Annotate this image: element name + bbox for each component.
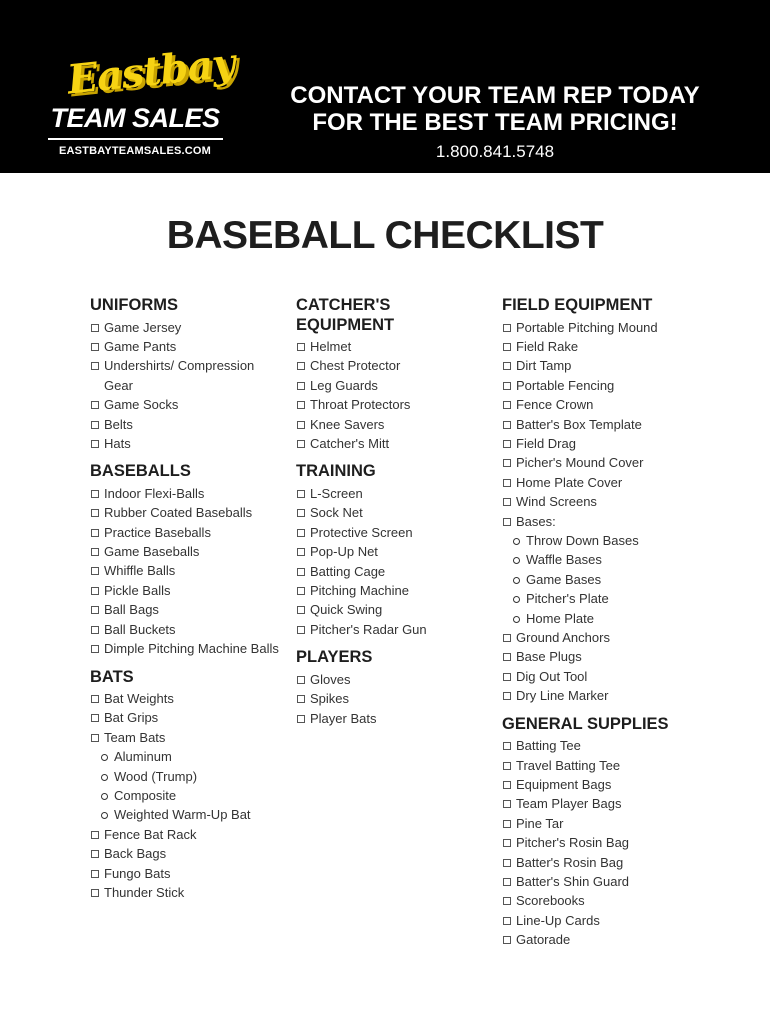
checkbox[interactable] [297,440,305,448]
section-heading: GENERAL SUPPLIES [502,714,669,733]
checklist-item [502,833,742,852]
checkbox[interactable] [503,440,511,448]
item-label: Equipment Bags [516,776,612,792]
checkbox[interactable] [91,734,99,742]
checkbox[interactable] [503,859,511,867]
checklist-column-2 [296,296,486,737]
item-label: Travel Batting Tee [516,757,621,773]
checkbox[interactable] [503,897,511,905]
checklist-item [296,337,486,356]
checkbox[interactable] [503,781,511,789]
item-label: Game Baseballs [104,544,200,560]
section-heading: FIELD EQUIPMENT [502,296,653,314]
section-bats [90,668,280,903]
checkbox[interactable] [297,509,305,517]
checkbox[interactable] [503,382,511,390]
checkbox[interactable] [91,695,99,703]
checkbox[interactable] [297,343,305,351]
checklist-item [90,356,280,395]
checklist-subitem [90,747,280,766]
item-label: Thunder Stick [104,885,185,901]
item-label: Fungo Bats [104,865,171,881]
checkbox[interactable] [91,714,99,722]
item-label: Game Socks [104,397,179,413]
item-label: Home Plate [526,610,594,626]
checkbox[interactable] [503,673,511,681]
checklist-item [502,395,742,414]
item-label: Sock Net [310,505,363,521]
checkbox[interactable] [297,401,305,409]
checkbox[interactable] [91,440,99,448]
checklist-item [296,581,486,600]
checklist-item [90,639,280,658]
checklist-item [90,620,280,639]
website-url[interactable]: EASTBAYTEAMSALES.COM [58,145,212,157]
item-label: Rubber Coated Baseballs [104,505,253,521]
checklist-item [90,728,280,747]
item-label: Gloves [310,671,351,687]
checklist-item [502,473,742,492]
item-label: Team Player Bags [516,796,622,812]
item-label: Ball Buckets [104,621,176,637]
item-label: Game Bases [526,571,602,587]
item-label: Portable Fencing [516,377,615,393]
checklist-item [502,814,742,833]
checkbox[interactable] [503,917,511,925]
item-label: Game Jersey [104,319,182,335]
checklist-item [296,620,486,639]
section-heading: CATCHER'S EQUIPMENT [296,296,395,334]
checkbox[interactable] [91,567,99,575]
checklist-item [296,670,486,689]
checkbox[interactable] [503,762,511,770]
item-label: Fence Bat Rack [104,826,197,842]
checklist-item [502,647,742,666]
checkbox[interactable] [503,800,511,808]
checkbox[interactable] [503,362,511,370]
checklist-item [90,864,280,883]
checkbox[interactable] [297,421,305,429]
item-label: Wind Screens [516,494,597,510]
section-heading: PLAYERS [296,648,373,667]
checkbox[interactable] [297,529,305,537]
contact-line-2: FOR THE BEST TEAM PRICING! [312,109,678,136]
circle-bullet-icon [513,616,520,623]
circle-bullet-icon [101,793,108,800]
checklist-item [502,434,742,453]
checklist-item [90,542,280,561]
item-label: Batting Cage [310,563,386,579]
checkbox[interactable] [503,479,511,487]
checklist-item [296,542,486,561]
item-label: Portable Pitching Mound [516,319,658,335]
item-label: Field Rake [516,338,579,354]
checkbox[interactable] [503,343,511,351]
checkbox[interactable] [91,490,99,498]
checklist-item [502,686,742,705]
checklist-item [502,794,742,813]
item-label: Dry Line Marker [516,688,609,704]
circle-bullet-icon [513,557,520,564]
section-players [296,648,486,728]
checklist-item [296,415,486,434]
checkbox[interactable] [297,548,305,556]
section-uniforms [90,296,280,453]
page-title: BASEBALL CHECKLIST [166,214,604,257]
checklist-item [90,503,280,522]
item-label: Bat Weights [104,691,174,706]
checkbox[interactable] [91,831,99,839]
checklist-subitem [90,805,280,824]
checklist-column-3 [502,296,742,959]
item-label: Practice Baseballs [104,524,211,540]
checkbox[interactable] [297,587,305,595]
checkbox[interactable] [297,490,305,498]
circle-bullet-icon [101,754,108,761]
checkbox[interactable] [503,692,511,700]
logo: Eastbay [65,39,237,104]
item-label: Catcher's Mitt [310,436,390,452]
checkbox[interactable] [91,626,99,634]
checkbox[interactable] [503,459,511,467]
checkbox[interactable] [503,324,511,332]
item-label: Belts [104,416,133,432]
item-label: Whiffle Balls [104,563,176,579]
checklist-item [502,415,742,434]
checklist-item [90,600,280,619]
item-label: Picher's Mound Cover [516,455,644,471]
item-label: Indoor Flexi-Balls [104,485,205,501]
item-label: Batter's Shin Guard [516,873,630,889]
checklist-item [296,484,486,503]
checklist-item [502,492,742,511]
section-field-equipment [502,296,742,706]
checklist-item [502,356,742,375]
checkbox[interactable] [297,606,305,614]
checkbox[interactable] [297,362,305,370]
circle-bullet-icon [101,774,108,781]
item-label: Line-Up Cards [516,912,600,928]
item-label: Pitcher's Rosin Bag [516,835,630,851]
checklist-item [296,562,486,581]
checklist-item [90,844,280,863]
item-label: Team Bats [104,729,166,745]
checkbox[interactable] [297,568,305,576]
checklist-item [502,318,742,337]
item-label: Batter's Rosin Bag [516,854,624,870]
checklist-subitem [502,609,742,628]
item-label: Waffle Bases [526,552,602,568]
checklist-item [90,337,280,356]
item-label: Pitcher's Plate [526,591,609,607]
checkbox[interactable] [91,401,99,409]
circle-bullet-icon [101,812,108,819]
checklist-subitem [502,531,742,550]
item-label: Pine Tar [516,815,564,831]
section-heading: UNIFORMS [90,296,178,314]
item-label: Hats [104,435,131,451]
checkbox[interactable] [503,839,511,847]
item-label: Pop-Up Net [310,544,378,560]
logo-divider [48,138,223,140]
item-label: Composite [114,788,177,804]
checklist-item [502,453,742,472]
checkbox[interactable] [297,695,305,703]
item-label: Aluminum [114,749,172,765]
checkbox[interactable] [503,653,511,661]
item-label: Batter's Box Template [516,416,642,432]
item-label: Throat Protectors [310,397,411,413]
checklist-item [502,930,742,949]
checklist-item [296,356,486,375]
checklist-subitem [90,786,280,805]
checkbox[interactable] [91,645,99,653]
checklist-item [90,523,280,542]
header-banner [0,0,770,173]
checkbox[interactable] [91,509,99,517]
checkbox[interactable] [503,742,511,750]
checklist-item [90,581,280,600]
checkbox[interactable] [91,421,99,429]
item-label: Undershirts/ Compression Gear [104,358,255,393]
checkbox[interactable] [503,878,511,886]
item-label: Gatorade [516,932,571,948]
section-catcher-s-equipment [296,296,486,453]
item-label: Scorebooks [516,893,585,909]
checklist-item [90,484,280,503]
checkbox[interactable] [91,870,99,878]
item-label: Knee Savers [310,416,385,432]
item-label: Base Plugs [516,649,582,665]
item-label: Spikes [310,691,350,707]
checklist-item [502,853,742,872]
checklist-item [90,561,280,580]
checklist-item [502,756,742,775]
item-label: Field Drag [516,435,576,451]
checklist-item [90,434,280,453]
item-label: Protective Screen [310,524,413,540]
item-label: L-Screen [310,485,363,501]
section-heading: TRAINING [296,462,376,481]
checkbox[interactable] [91,324,99,332]
item-label: Player Bats [310,710,377,726]
checkbox[interactable] [297,626,305,634]
contact-block [270,82,720,162]
checkbox[interactable] [91,889,99,897]
item-label: Pitcher's Radar Gun [310,621,427,637]
checkbox[interactable] [297,382,305,390]
item-label: Home Plate Cover [516,474,623,490]
contact-line-1: CONTACT YOUR TEAM REP TODAY [290,82,700,109]
item-label: Dimple Pitching Machine Balls [104,641,279,657]
checklist-item [90,415,280,434]
checklist-item [502,376,742,395]
item-label: Game Pants [104,338,177,354]
checkbox[interactable] [297,676,305,684]
checkbox[interactable] [503,936,511,944]
item-label: Pitching Machine [310,582,409,598]
section-baseballs [90,462,280,658]
item-label: Chest Protector [310,358,401,374]
item-label: Helmet [310,339,352,354]
checklist-item [296,395,486,414]
item-label: Ground Anchors [516,630,610,645]
checkbox[interactable] [503,820,511,828]
checklist-item [296,600,486,619]
checkbox[interactable] [503,401,511,409]
section-training [296,462,486,639]
checklist-item [296,523,486,542]
checklist-column-1 [90,296,280,911]
item-label: Throw Down Bases [526,532,639,548]
checklist-item [296,503,486,522]
checklist-item [502,775,742,794]
checklist-item [502,872,742,891]
checklist-item [502,911,742,930]
checkbox[interactable] [91,587,99,595]
checklist-subitem [502,570,742,589]
checklist-item [502,891,742,910]
item-label: Fence Crown [516,397,594,413]
checkbox[interactable] [91,362,99,370]
checkbox[interactable] [503,518,511,526]
item-label: Bat Grips [104,710,159,726]
section-general-supplies [502,715,742,950]
checklist-item [296,709,486,728]
checklist-item [296,689,486,708]
checklist-item [90,708,280,727]
phone-number[interactable]: 1.800.841.5748 [435,142,555,161]
checklist-item [502,512,742,531]
checklist-item [90,883,280,902]
circle-bullet-icon [513,577,520,584]
checklist-subitem [502,589,742,608]
checkbox[interactable] [91,343,99,351]
item-label: Leg Guards [310,377,378,393]
checklist-item [90,318,280,337]
checklist-subitem [90,767,280,786]
checkbox[interactable] [297,715,305,723]
checklist-item [296,376,486,395]
circle-bullet-icon [513,596,520,603]
item-label: Batting Tee [516,738,581,754]
circle-bullet-icon [513,538,520,545]
checklist-item [296,434,486,453]
checkbox[interactable] [91,548,99,556]
checklist-item [90,395,280,414]
checklist-subitem [502,550,742,569]
item-label: Dig Out Tool [516,668,588,684]
item-label: Weighted Warm-Up Bat [114,807,251,823]
section-heading: BATS [90,667,134,686]
checkbox[interactable] [91,529,99,537]
logo-team-sales: TEAM SALES [50,103,220,133]
item-label: Wood (Trump) [114,768,198,784]
checklist-item [90,689,280,708]
item-label: Back Bags [104,846,167,862]
checklist-item [502,736,742,755]
checkbox[interactable] [503,421,511,429]
checklist-item [502,337,742,356]
checkbox[interactable] [91,850,99,858]
checklist-item [502,667,742,686]
checklist-item [90,825,280,844]
item-label: Bases: [516,513,556,529]
item-label: Dirt Tamp [516,358,572,374]
item-label: Ball Bags [104,602,159,618]
section-heading: BASEBALLS [90,462,191,481]
item-label: Quick Swing [310,602,383,618]
checklist-item [502,628,742,647]
checkbox[interactable] [91,606,99,614]
checkbox[interactable] [503,498,511,506]
item-label: Pickle Balls [104,582,171,598]
checkbox[interactable] [503,634,511,642]
